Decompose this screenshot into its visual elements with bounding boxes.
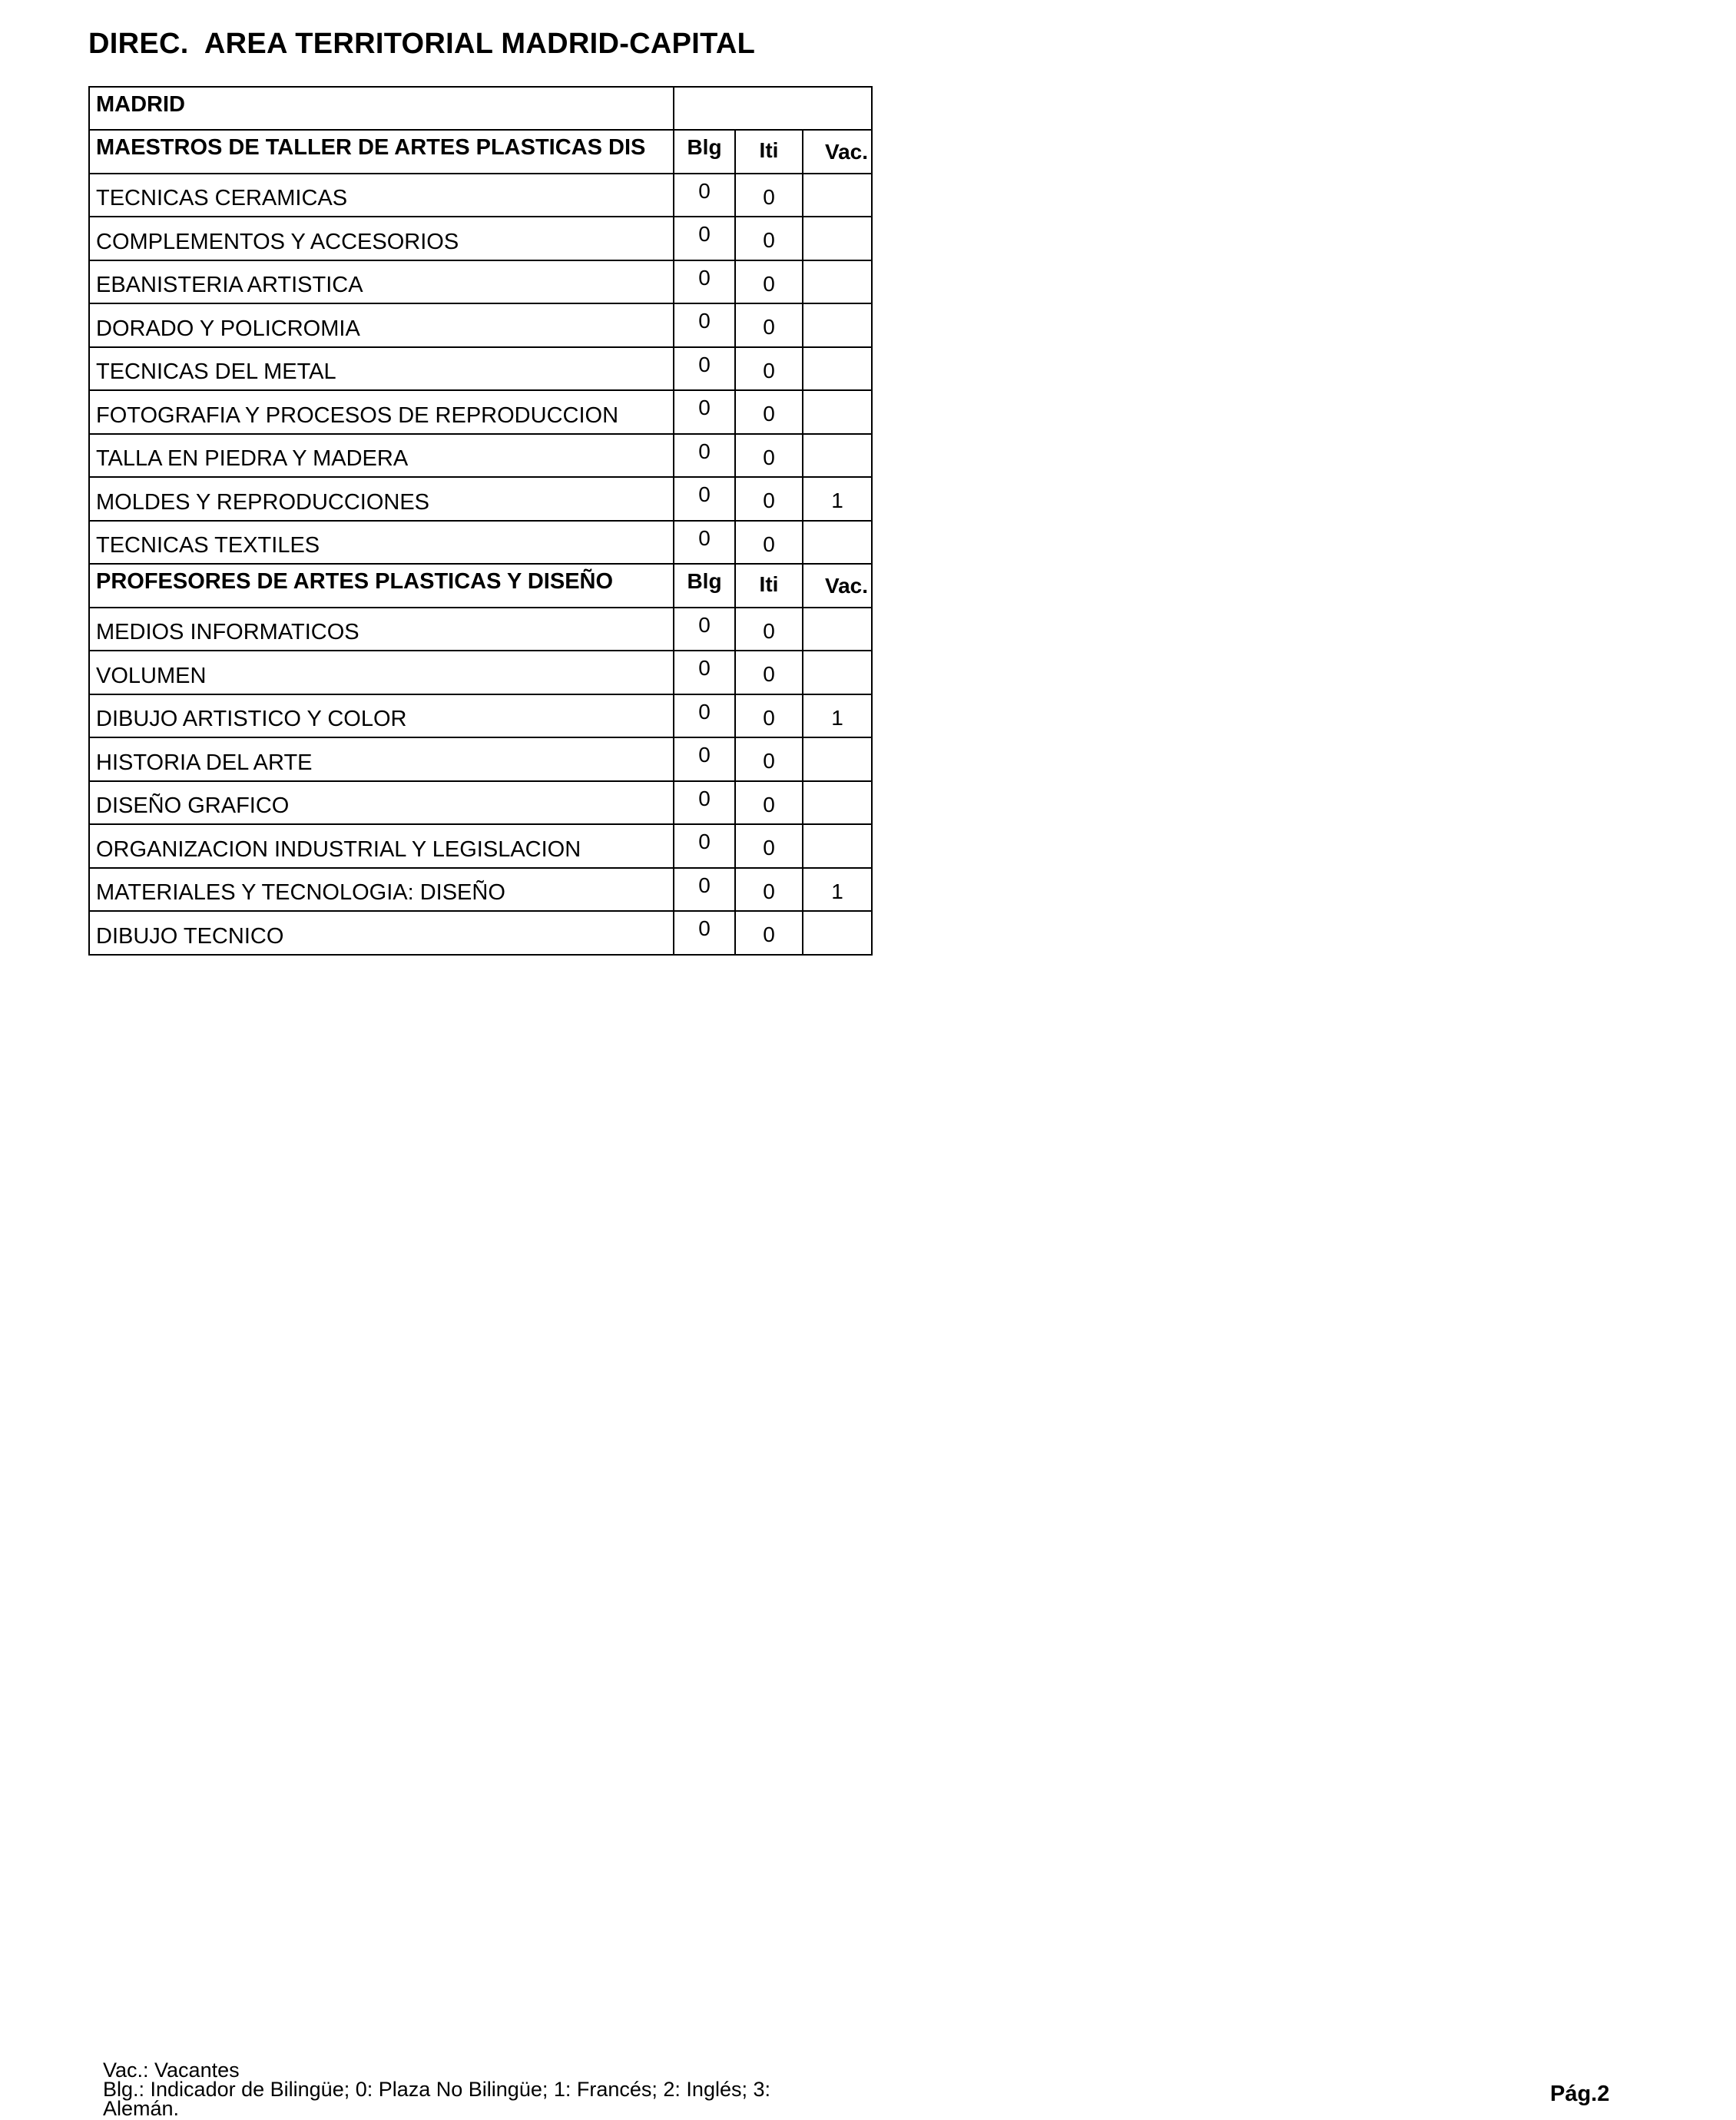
blg-cell xyxy=(674,782,736,824)
iti-value: 0 xyxy=(763,662,775,686)
iti-cell xyxy=(736,695,803,737)
table-row xyxy=(90,869,871,913)
vac-cell xyxy=(803,608,871,651)
table-row xyxy=(90,174,871,218)
iti-value: 0 xyxy=(763,705,775,730)
vac-cell xyxy=(803,174,871,217)
iti-value: 0 xyxy=(763,184,775,209)
iti-value: 0 xyxy=(763,836,775,860)
iti-cell xyxy=(736,478,803,520)
iti-value: 0 xyxy=(763,792,775,817)
blg-cell xyxy=(674,522,736,564)
table-row xyxy=(90,261,871,305)
vac-cell xyxy=(803,782,871,824)
specialty-name: DIBUJO TECNICO xyxy=(90,912,674,954)
column-header-blg-cell xyxy=(674,131,736,173)
blg-cell xyxy=(674,825,736,867)
iti-cell xyxy=(736,869,803,911)
blg-cell xyxy=(674,869,736,911)
column-header-blg: Blg xyxy=(687,135,722,159)
blg-cell xyxy=(674,348,736,390)
column-header-blg-cell xyxy=(674,565,736,607)
region-row xyxy=(90,88,871,131)
iti-value: 0 xyxy=(763,445,775,469)
iti-cell xyxy=(736,348,803,390)
blg-cell xyxy=(674,435,736,477)
footer-notes xyxy=(103,2061,871,2118)
specialty-name: COMPLEMENTOS Y ACCESORIOS xyxy=(90,217,674,260)
iti-value: 0 xyxy=(763,358,775,383)
iti-cell xyxy=(736,261,803,303)
specialty-name: MATERIALES Y TECNOLOGIA: DISEÑO xyxy=(90,869,674,911)
column-header-iti: Iti xyxy=(759,138,779,162)
blg-value: 0 xyxy=(698,699,711,724)
iti-cell xyxy=(736,738,803,780)
footer-note-bilingue-cont: Alemán. xyxy=(103,2097,180,2120)
section-header-row xyxy=(90,131,871,174)
section-header-row xyxy=(90,565,871,608)
vacancies-table xyxy=(88,86,873,956)
blg-cell xyxy=(674,695,736,737)
blg-cell xyxy=(674,478,736,520)
table-row xyxy=(90,651,871,695)
vac-cell xyxy=(803,912,871,954)
specialty-name: FOTOGRAFIA Y PROCESOS DE REPRODUCCION xyxy=(90,391,674,433)
blg-value: 0 xyxy=(698,439,711,463)
blg-value: 0 xyxy=(698,309,711,333)
vac-cell xyxy=(803,261,871,303)
table-row xyxy=(90,912,871,956)
vac-cell xyxy=(803,695,871,737)
vac-cell xyxy=(803,869,871,911)
table-row xyxy=(90,825,871,869)
column-header-vac-cell xyxy=(803,131,871,173)
iti-value: 0 xyxy=(763,879,775,903)
blg-value: 0 xyxy=(698,830,711,853)
vac-value: 1 xyxy=(831,489,843,512)
vac-cell xyxy=(803,825,871,867)
iti-cell xyxy=(736,174,803,217)
blg-value: 0 xyxy=(698,656,711,680)
specialty-name: TALLA EN PIEDRA Y MADERA xyxy=(90,435,674,477)
blg-cell xyxy=(674,391,736,433)
column-header-iti-cell xyxy=(736,565,803,607)
iti-cell xyxy=(736,522,803,564)
column-header-vac-cell xyxy=(803,565,871,607)
vac-value: 1 xyxy=(831,879,843,903)
specialty-name: TECNICAS DEL METAL xyxy=(90,348,674,390)
specialty-name: TECNICAS TEXTILES xyxy=(90,522,674,564)
blg-value: 0 xyxy=(698,222,711,246)
column-header-vac: Vac. xyxy=(824,574,868,598)
table-row xyxy=(90,695,871,739)
iti-value: 0 xyxy=(763,489,775,512)
column-header-iti-cell xyxy=(736,131,803,173)
blg-value: 0 xyxy=(698,352,711,376)
iti-value: 0 xyxy=(763,749,775,773)
blg-cell xyxy=(674,738,736,780)
specialty-name: EBANISTERIA ARTISTICA xyxy=(90,261,674,303)
section-title: MAESTROS DE TALLER DE ARTES PLASTICAS DIS xyxy=(90,131,674,173)
footer-note-bilingue: Blg.: Indicador de Bilingüe; 0: Plaza No Bilingüe; 1: Francés; 2: Inglés; 3: xyxy=(103,2078,770,2101)
vac-cell xyxy=(803,435,871,477)
specialty-name: TECNICAS CERAMICAS xyxy=(90,174,674,217)
blg-value: 0 xyxy=(698,873,711,897)
vac-cell xyxy=(803,391,871,433)
blg-value: 0 xyxy=(698,525,711,550)
vac-value: 1 xyxy=(831,705,843,730)
table-row xyxy=(90,478,871,522)
iti-cell xyxy=(736,608,803,651)
specialty-name: DORADO Y POLICROMIA xyxy=(90,304,674,346)
blg-value: 0 xyxy=(698,743,711,767)
iti-value: 0 xyxy=(763,923,775,946)
iti-cell xyxy=(736,651,803,694)
iti-cell xyxy=(736,782,803,824)
section-title: PROFESORES DE ARTES PLASTICAS Y DISEÑO xyxy=(90,565,674,607)
vac-cell xyxy=(803,738,871,780)
iti-cell xyxy=(736,912,803,954)
specialty-name: ORGANIZACION INDUSTRIAL Y LEGISLACION xyxy=(90,825,674,867)
table-row xyxy=(90,608,871,652)
page-number: Pág.2 xyxy=(1550,2082,1610,2106)
blg-cell xyxy=(674,912,736,954)
iti-value: 0 xyxy=(763,271,775,296)
blg-value: 0 xyxy=(698,265,711,290)
iti-cell xyxy=(736,435,803,477)
blg-cell xyxy=(674,174,736,217)
iti-value: 0 xyxy=(763,315,775,339)
blg-value: 0 xyxy=(698,482,711,506)
blg-value: 0 xyxy=(698,396,711,419)
table-row xyxy=(90,348,871,392)
vac-cell xyxy=(803,478,871,520)
blg-cell xyxy=(674,651,736,694)
specialty-name: DIBUJO ARTISTICO Y COLOR xyxy=(90,695,674,737)
blg-value: 0 xyxy=(698,916,711,940)
specialty-name: HISTORIA DEL ARTE xyxy=(90,738,674,780)
table-row xyxy=(90,782,871,826)
page-title: DIREC. AREA TERRITORIAL MADRID-CAPITAL xyxy=(88,28,756,60)
column-header-iti: Iti xyxy=(759,572,779,596)
specialty-name: MEDIOS INFORMATICOS xyxy=(90,608,674,651)
table-row xyxy=(90,738,871,782)
column-header-blg: Blg xyxy=(687,569,722,593)
blg-value: 0 xyxy=(698,178,711,203)
blg-cell xyxy=(674,217,736,260)
iti-cell xyxy=(736,217,803,260)
specialty-name: VOLUMEN xyxy=(90,651,674,694)
vac-cell xyxy=(803,522,871,564)
region-empty-cell xyxy=(674,88,871,129)
vac-cell xyxy=(803,304,871,346)
table-row xyxy=(90,522,871,565)
specialty-name: DISEÑO GRAFICO xyxy=(90,782,674,824)
vac-cell xyxy=(803,651,871,694)
vac-cell xyxy=(803,348,871,390)
iti-value: 0 xyxy=(763,402,775,426)
blg-cell xyxy=(674,304,736,346)
blg-value: 0 xyxy=(698,786,711,810)
table-row xyxy=(90,391,871,435)
iti-value: 0 xyxy=(763,228,775,252)
iti-cell xyxy=(736,825,803,867)
blg-value: 0 xyxy=(698,612,711,637)
table-row xyxy=(90,435,871,479)
iti-value: 0 xyxy=(763,532,775,556)
table-row xyxy=(90,304,871,348)
table-row xyxy=(90,217,871,261)
blg-cell xyxy=(674,608,736,651)
footer-note-vacantes: Vac.: Vacantes xyxy=(103,2059,240,2082)
vac-cell xyxy=(803,217,871,260)
specialty-name: MOLDES Y REPRODUCCIONES xyxy=(90,478,674,520)
blg-cell xyxy=(674,261,736,303)
iti-cell xyxy=(736,304,803,346)
iti-cell xyxy=(736,391,803,433)
column-header-vac: Vac. xyxy=(824,140,868,164)
region-name: MADRID xyxy=(90,88,674,129)
iti-value: 0 xyxy=(763,618,775,643)
